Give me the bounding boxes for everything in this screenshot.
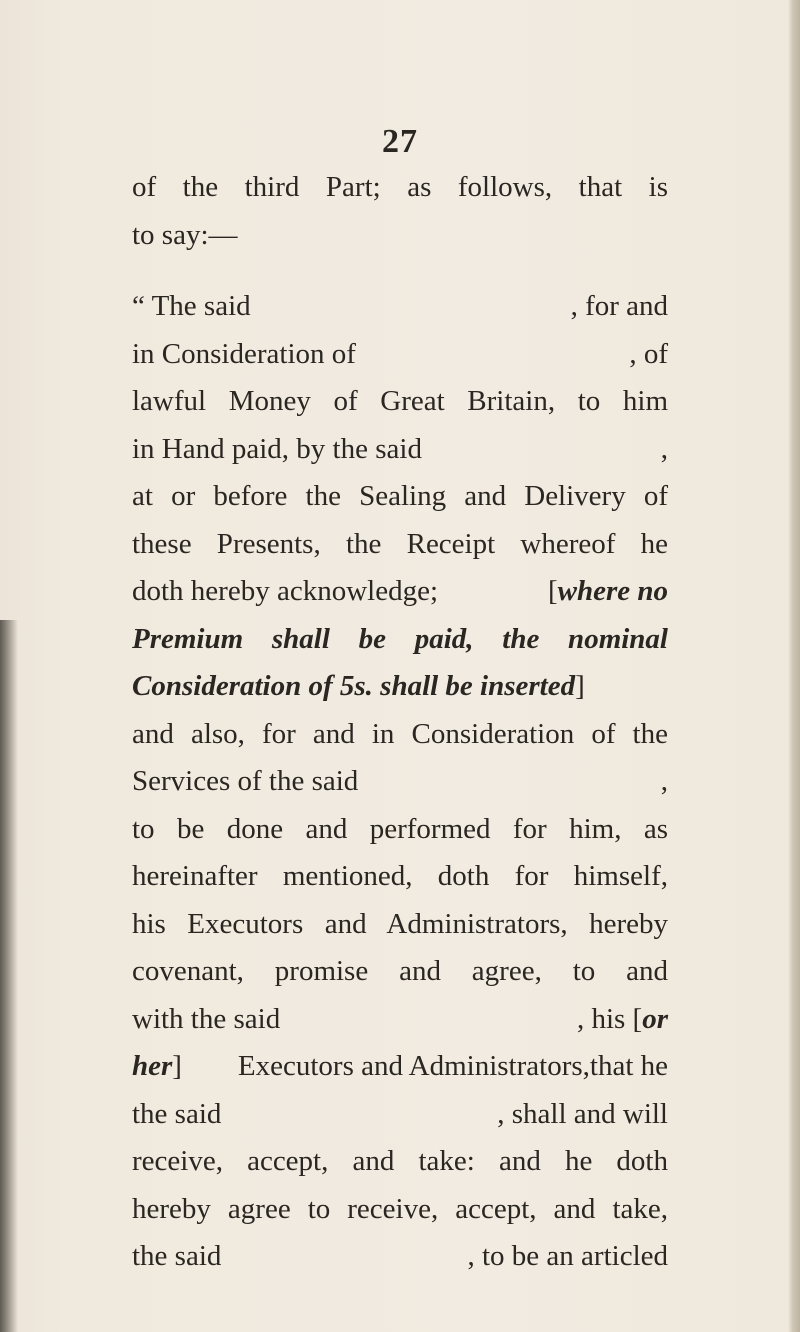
open-bracket: [ bbox=[632, 1002, 643, 1035]
italic-note: where no bbox=[557, 575, 668, 607]
text-line-18 bbox=[132, 996, 668, 1044]
text-line-4 bbox=[132, 331, 668, 379]
text-line-9 bbox=[132, 568, 668, 616]
line-text: at or before the Sealing and Delivery of bbox=[132, 480, 668, 512]
line-text: of the third Part; as follows, that is bbox=[132, 171, 668, 203]
text-line-22 bbox=[132, 1186, 668, 1234]
text-line-3 bbox=[132, 283, 668, 331]
text-line-21 bbox=[132, 1138, 668, 1186]
text-line-6 bbox=[132, 426, 668, 474]
text-line-7 bbox=[132, 473, 668, 521]
text-line-13 bbox=[132, 758, 668, 806]
line-text: to say:— bbox=[132, 218, 238, 251]
italic-note: her bbox=[132, 1050, 173, 1082]
line-text: , his bbox=[576, 1002, 626, 1035]
line-text-left bbox=[132, 1043, 182, 1091]
italic-note: or bbox=[642, 1002, 668, 1035]
page-edge-shadow-left bbox=[0, 620, 18, 1332]
line-text: hereby agree to receive, accept, and take, bbox=[132, 1192, 668, 1225]
close-bracket: ] bbox=[172, 1050, 182, 1082]
line-text: lawful Money of Great Britain, to him bbox=[132, 385, 668, 417]
line-text: his Executors and Administrators, hereby bbox=[132, 907, 668, 940]
line-text-left: the said bbox=[132, 1097, 222, 1130]
text-line-5 bbox=[132, 378, 668, 426]
text-line-19 bbox=[132, 1043, 668, 1091]
line-text-left: “ The said bbox=[132, 290, 251, 322]
body-text bbox=[132, 164, 668, 1281]
line-text: hereinafter mentioned, doth for himself, bbox=[132, 860, 668, 892]
line-text-right bbox=[577, 996, 668, 1044]
line-text: these Presents, the Receipt whereof he bbox=[132, 527, 668, 560]
line-text-left: Services of the said bbox=[132, 765, 359, 797]
text-line-12 bbox=[132, 711, 668, 759]
italic-note: Consideration of 5s. shall be inserted bbox=[132, 670, 576, 702]
line-text: to be done and performed for him, as bbox=[132, 812, 668, 845]
line-text-left: in Hand paid, by the said bbox=[132, 432, 422, 465]
line-text: receive, accept, and take: and he doth bbox=[132, 1145, 668, 1177]
line-text-right: , to be an articled bbox=[467, 1240, 668, 1272]
line-text-right: Executors and Administrators,that he bbox=[237, 1050, 668, 1082]
text-line-10 bbox=[132, 616, 668, 664]
close-bracket: ] bbox=[575, 670, 585, 702]
line-text-left: the said bbox=[132, 1240, 222, 1272]
line-text-right: , of bbox=[629, 337, 668, 370]
text-line-11 bbox=[132, 663, 668, 711]
text-line-15 bbox=[132, 853, 668, 901]
line-text-right: , bbox=[660, 432, 668, 465]
text-line-1 bbox=[132, 164, 668, 212]
text-line-2 bbox=[132, 212, 668, 260]
text-line-23 bbox=[132, 1233, 668, 1281]
page-number: 27 bbox=[382, 123, 418, 160]
line-text-right: , for and bbox=[570, 290, 668, 322]
line-text-right: , bbox=[660, 765, 668, 797]
text-line-20 bbox=[132, 1091, 668, 1139]
line-text-right bbox=[548, 568, 668, 616]
line-text-left: doth hereby acknowledge; bbox=[132, 575, 439, 607]
italic-note: Premium shall be paid, the nominal bbox=[132, 622, 668, 655]
text-line-16 bbox=[132, 901, 668, 949]
line-text-right: , shall and will bbox=[497, 1097, 668, 1130]
text-line-14 bbox=[132, 806, 668, 854]
line-text: covenant, promise and agree, to and bbox=[132, 955, 668, 987]
text-line-17 bbox=[132, 948, 668, 996]
italic-note-line bbox=[132, 663, 585, 711]
text-line-8 bbox=[132, 521, 668, 569]
line-text-left: with the said bbox=[132, 1002, 281, 1035]
page-edge-shadow-right bbox=[788, 0, 800, 1332]
line-text: and also, for and in Consideration of the bbox=[132, 717, 668, 750]
open-bracket: [ bbox=[547, 575, 558, 607]
line-text-left: in Consideration of bbox=[132, 337, 356, 370]
